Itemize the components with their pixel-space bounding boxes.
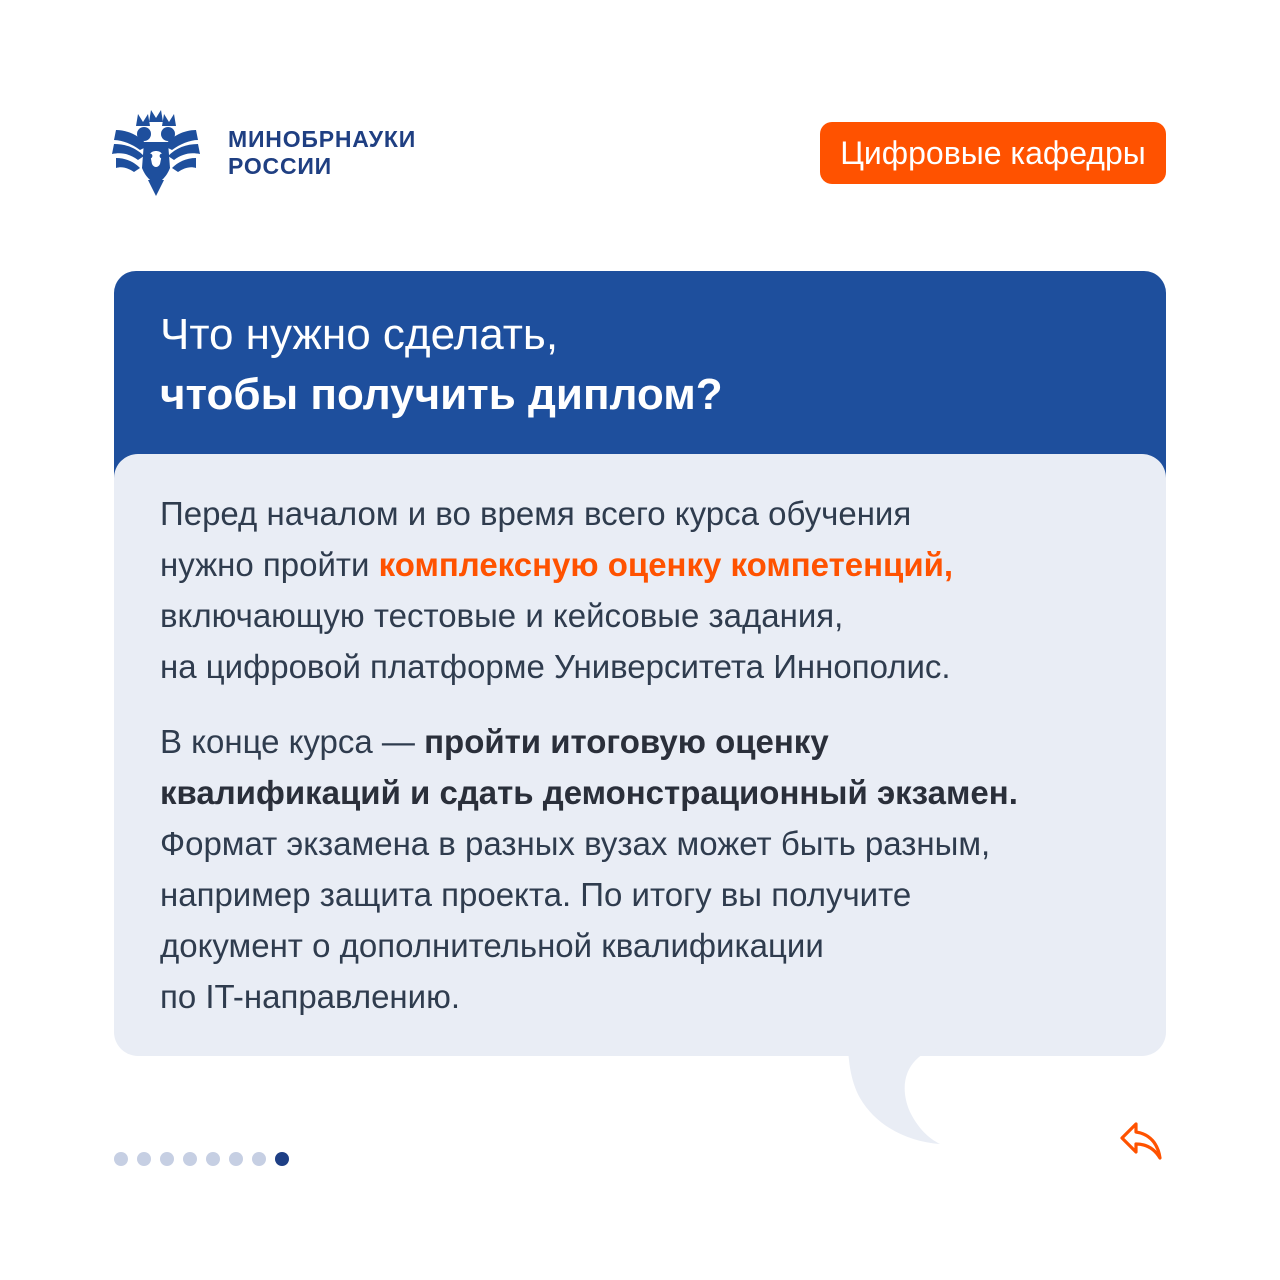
p1-line-2-pre: нужно пройти [160, 546, 379, 583]
p1-line-3: включающую тестовые и кейсовые задания, [160, 597, 844, 634]
p2-bold-1: пройти итоговую оценку [424, 723, 829, 760]
body-text [160, 488, 1140, 1022]
digital-departments-tag: Цифровые кафедры [820, 122, 1166, 184]
p2-line-5: документ о дополнительной квалификации [160, 927, 824, 964]
p1-line-1: Перед началом и во время всего курса обучения [160, 495, 912, 532]
p2-line-3: Формат экзамена в разных вузах может быть разным, [160, 825, 991, 862]
p1-line-4: на цифровой платформе Университета Иннополис. [160, 648, 951, 685]
title-line-1: Что нужно сделать, [160, 310, 559, 359]
p2-line-1-pre: В конце курса — [160, 723, 425, 760]
paragraph-2 [160, 716, 1140, 1022]
logo-line-1: МИНОБРНАУКИ [228, 126, 417, 152]
pagination-dot[interactable] [252, 1152, 266, 1166]
p2-bold-2: квалификаций и сдать демонстрационный экзамен. [160, 774, 1018, 811]
pagination-dot[interactable] [160, 1152, 174, 1166]
title-line-2: чтобы получить диплом? [160, 370, 723, 419]
pagination-dots [114, 1152, 289, 1166]
logo-line-2: РОССИИ [228, 153, 333, 179]
pagination-dot[interactable] [275, 1152, 289, 1166]
eagle-emblem-icon [110, 108, 202, 198]
pagination-dot[interactable] [114, 1152, 128, 1166]
p1-highlight: комплексную оценку компетенций, [378, 546, 954, 583]
p2-line-4: например защита проекта. По итогу вы получите [160, 876, 912, 913]
back-arrow-icon[interactable] [1116, 1120, 1164, 1162]
ministry-logo-text [228, 126, 416, 180]
pagination-dot[interactable] [183, 1152, 197, 1166]
pagination-dot[interactable] [137, 1152, 151, 1166]
bubble-tail [848, 1040, 948, 1144]
paragraph-1 [160, 488, 1140, 692]
p2-line-6: по IT-направлению. [160, 978, 460, 1015]
pagination-dot[interactable] [229, 1152, 243, 1166]
pagination-dot[interactable] [206, 1152, 220, 1166]
